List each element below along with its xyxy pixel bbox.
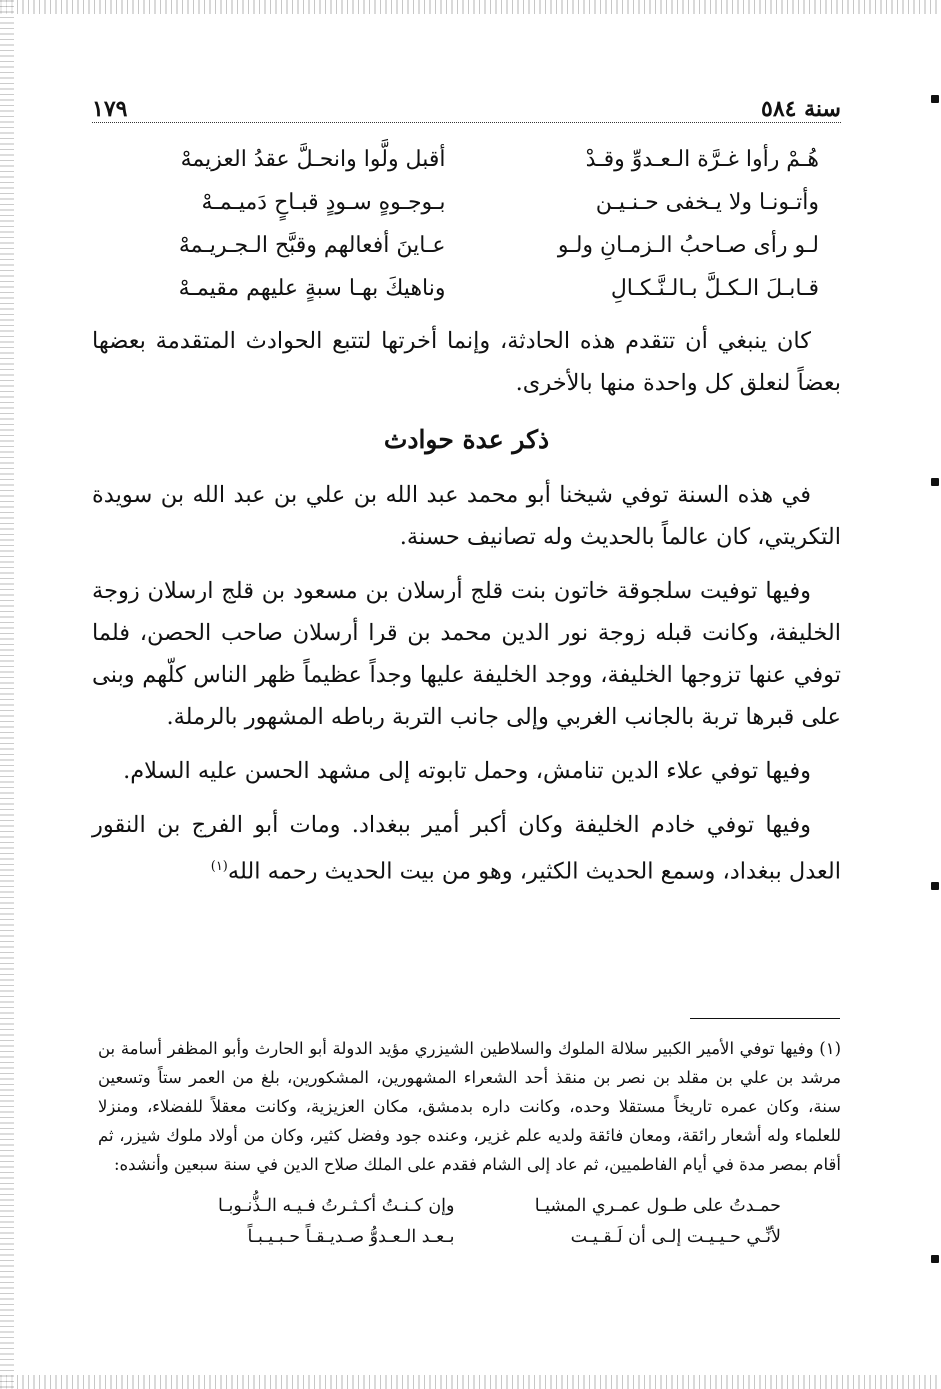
poem-hemistich: وإن كـنـتُ أكـثـرتُ فـيـه الـذُّنـوبـا — [218, 1196, 455, 1216]
section-title: ذكر عدة حوادث — [383, 425, 550, 454]
poem-hemistich: بـوجـوهٍ سـودٍ قبـاحٍ دَميـمـهْ — [201, 190, 446, 215]
footnotes — [98, 1034, 841, 1253]
edge-mark — [931, 478, 939, 486]
paragraph: وفيها توفي علاء الدين تنامش، وحمل تابوته إلى مشهد الحسن عليه السلام. — [123, 758, 811, 784]
footnote-divider — [690, 1018, 840, 1019]
footnote-poem — [188, 1191, 781, 1253]
header-year: سنة ٥٨٤ — [761, 96, 841, 122]
main-text — [92, 138, 841, 893]
paragraph: كان ينبغي أن تتقدم هذه الحادثة، وإنما أخرتها لتتبع الحوادث المتقدمة بعضها بعضاً لنعلق كل واحدة منها بالأخرى. — [92, 328, 841, 396]
paragraph — [92, 804, 841, 893]
poem-hemistich: هُـمْ رأوا غـرَّة الـعـدوِّ وقـدْ — [585, 147, 819, 172]
paragraph-text: وفيها توفي خادم الخليفة وكان أكبر أمير ببغداد. ومات أبو الفرج بن النقور العدل ببغداد، وسمع الحديث الكثير، وهو من بيت الحديث رحمه الله — [92, 812, 841, 885]
poem-hemistich: حمـدتُ على طـول عمـري المشيـا — [534, 1196, 781, 1216]
footnote-reference[interactable]: (١) — [210, 859, 228, 874]
poem-hemistich: لـو رأى صـاحبُ الـزمـانِ ولـو — [557, 233, 819, 258]
poem-hemistich: قـابـلَ الـكـلَّ بـالـنَّـكـالِ — [610, 276, 819, 301]
decorative-border-left — [0, 0, 14, 1389]
poem — [142, 138, 819, 310]
edge-mark — [931, 1255, 939, 1263]
edge-mark — [931, 882, 939, 890]
decorative-border-bottom — [0, 1375, 941, 1389]
edge-mark — [931, 95, 939, 103]
paragraph: في هذه السنة توفي شيخنا أبو محمد عبد الله بن علي بن عبد الله بن سويدة التكريتي، كان عالماً بالحديث وله تصانيف حسنة. — [92, 482, 841, 550]
footnote-text: (١) وفيها توفي الأمير الكبير سلالة الملوك والسلاطين الشيزري مؤيد الدولة أبو الحارث وأبو المظفر أسامة بن مرشد بن علي بن مقلد بن نصر بن منقذ أحد الشعراء المشهورين، المشكورين، بلغ من العمر ستاً وتسعين سنة، وكان عمره تاريخاً مستقلا وحده، وكانت داره بدمشق، مكان العزيزية، وكانت معقلاً للفضلاء، ومنزلا للعلماء وله أشعار رائقة، ومعان فائقة ولديه علم غزير، وعنده جود وفضل كثير، وكان من أولاد ملوك شيزر، ثم أقام بمصر مدة في أيام الفاطميين، ثم عاد إلى الشام فقدم على الملك صلاح الدين في سنة سبعين وأنشده: — [98, 1039, 841, 1174]
poem-hemistich: لأنِّـي حـيـيـت إلـى أن لَـقـيـت — [570, 1227, 781, 1247]
paragraph: وفيها توفيت سلجوقة خاتون بنت قلج أرسلان بن مسعود بن قلج ارسلان زوجة الخليفة، وكانت قبله زوجة نور الدين محمد بن قرا أرسلان صاحب الحصن، فلما توفي عنها تزوجها الخليفة، ووجد الخليفة عليها وجداً عظيماً ظهر الناس كلّهم وبنى على قبرها تربة بالجانب الغربي وإلى جانب التربة رباطه المشهور بالرملة. — [92, 578, 841, 730]
decorative-border-top — [0, 0, 941, 14]
poem-hemistich: وأتـونـا ولا يـخفى حـنـيـن — [595, 190, 819, 215]
poem-hemistich: بـعـد الـعـدوُّ صـديـقـاً حـبـيـبـاً — [247, 1227, 455, 1247]
poem-hemistich: وناهيكَ بهـا سبةٍ عليهم مقيمـهْ — [178, 276, 446, 301]
page-number: ١٧٩ — [92, 96, 128, 122]
running-header — [92, 88, 841, 123]
poem-hemistich: أقبل ولَّوا وانحـلَّ عقدُ العزيمهْ — [180, 147, 446, 172]
poem-hemistich: عـاينَ أفعالهم وقبَّح الـجـريـمهْ — [178, 233, 446, 258]
